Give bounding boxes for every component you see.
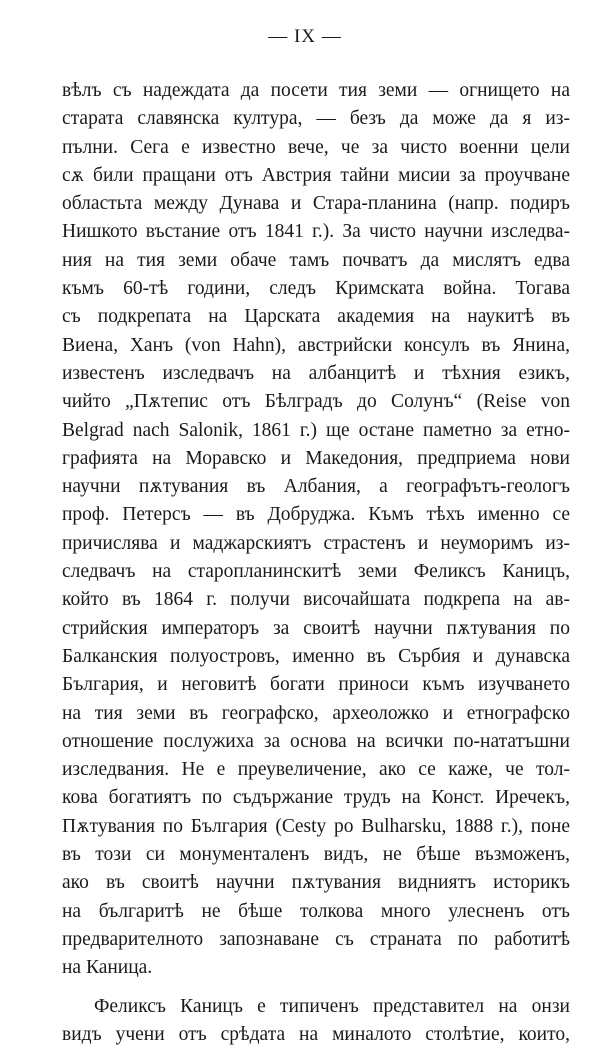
paragraph-1 (62, 77, 570, 983)
text-line: следвачъ на старопланинскитѣ земи Феликсъ Каницъ, (62, 558, 570, 586)
text-line: предварителното запознаване съ страната по работитѣ (62, 926, 570, 954)
text-line: известенъ изследвачъ на албанцитѣ и тѣхния езикъ, (62, 360, 570, 388)
body-text (62, 77, 570, 1049)
text-line: изследвания. Не е преувеличение, ако се каже, че тол- (62, 756, 570, 784)
text-line: Балканския полуостровъ, именно въ Сърбия и дунавска (62, 643, 570, 671)
text-line: Нишкото въстание отъ 1841 г.). За чисто научни изследва- (62, 218, 570, 246)
text-line: областьта между Дунава и Стара-планина (напр. подиръ (62, 190, 570, 218)
text-line: пълни. Сега е известно вече, че за чисто военни цели (62, 134, 570, 162)
text-line: ния на тия земи обаче тамъ почватъ да мислятъ едва (62, 247, 570, 275)
text-line: отношение послужиха за основа на всички по-нататъшни (62, 728, 570, 756)
text-line: научни пѫтувания въ Албания, а географътъ-геологъ (62, 473, 570, 501)
text-line: ако въ своитѣ научни пѫтувания видниятъ историкъ (62, 869, 570, 897)
text-line: графията на Моравско и Македония, предприема нови (62, 445, 570, 473)
text-line: който въ 1864 г. получи височайшата подкрепа на ав- (62, 586, 570, 614)
text-line: съ подкрепата на Царската академия на наукитѣ въ (62, 303, 570, 331)
paragraph-2 (62, 993, 570, 1049)
text-line: на тия земи въ географско, археоложко и етнографско (62, 700, 570, 728)
text-line: старата славянска култура, — безъ да може да я из- (62, 105, 570, 133)
text-line: въ този си монументаленъ видъ, не бѣше възможенъ, (62, 841, 570, 869)
text-line: Феликсъ Каницъ е типиченъ представител на онзи (62, 993, 570, 1021)
text-line: видъ учени отъ срѣдата на миналото столѣтие, които, (62, 1021, 570, 1049)
text-line: кова богатиятъ по съдържание трудъ на Конст. Иречекъ, (62, 784, 570, 812)
text-line: на Каница. (62, 954, 570, 982)
text-line: на българитѣ не бѣше толкова много улесненъ отъ (62, 898, 570, 926)
text-line: стрийския императоръ за своитѣ научни пѫтувания по (62, 615, 570, 643)
text-line: проф. Петерсъ — въ Добруджа. Къмъ тѣхъ именно се (62, 501, 570, 529)
text-line: къмъ 60-тѣ години, следъ Кримската война. Тогава (62, 275, 570, 303)
page-number: — IX — (0, 26, 610, 48)
text-line: България, и неговитѣ богати приноси къмъ изучването (62, 671, 570, 699)
text-line: Belgrad nach Salonik, 1861 г.) ще остане паметно за етно- (62, 417, 570, 445)
text-line: причислява и маджарскиятъ страстенъ и неуморимъ из- (62, 530, 570, 558)
text-line: вѣлъ съ надеждата да посети тия земи — огнището на (62, 77, 570, 105)
text-line: чийто „Пѫтепис отъ Бѣлградъ до Солунъ“ (Reise von (62, 388, 570, 416)
text-line: Пѫтувания по България (Cesty po Bulharsku, 1888 г.), поне (62, 813, 570, 841)
text-line: сѫ били пращани отъ Австрия тайни мисии за проучване (62, 162, 570, 190)
text-line: Виена, Ханъ (von Hahn), австрийски консулъ въ Янина, (62, 332, 570, 360)
paragraph-gap (62, 983, 570, 993)
